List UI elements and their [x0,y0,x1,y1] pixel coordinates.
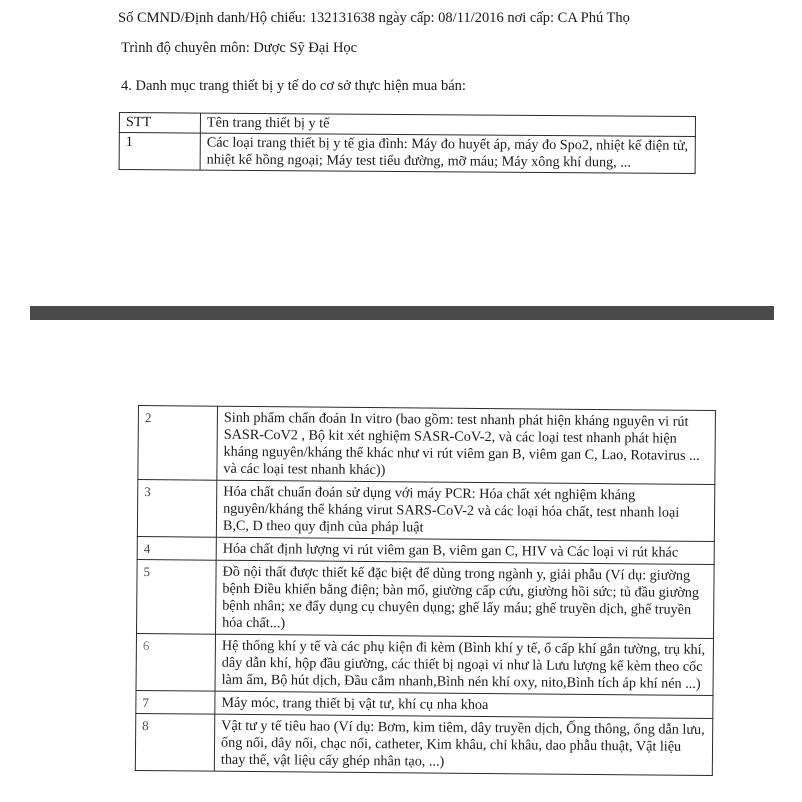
row-stt: 8 [135,713,214,771]
equipment-table-top [119,112,696,174]
row-equipment-name: Vật tư y tế tiêu hao (Ví dụ: Bơm, kim tiêm, dây truyền dịch, Ống thông, ống dẫn lưu, ống nối, dây nối, chạc nối, catheter, Kim khâu, chỉ khâu, dao phẫu thuật, Vật liệu thay thế, vật liệu cấy ghép nhân tạo, ...) [214,714,712,775]
page-divider [30,306,774,320]
row-stt: 3 [137,480,216,538]
table-row [119,133,695,174]
qualification-line: Trình độ chuyên môn: Dược Sỹ Đại Học [121,40,358,56]
row-equipment-name: Hóa chất chuẩn đoán sử dụng với máy PCR: Hóa chất xét nghiệm kháng nguyên/kháng thể kháng virut SARS-CoV-2 và các loại hóa chất, test nhanh loại B,C, D theo quy định của pháp luật [216,480,714,541]
row-stt: 5 [137,559,217,634]
row-stt: 6 [136,633,215,691]
row-equipment-name: Các loại trang thiết bị y tế gia đình: Máy đo huyết áp, máy đo Spo2, nhiệt kế điện tử, nhiệt kế hồng ngoại; Máy test tiểu đường, mỡ máu; Máy xông khí dung, ... [200,133,695,173]
id-info-line: Số CMND/Định danh/Hộ chiếu: 132131638 ngày cấp: 08/11/2016 nơi cấp: CA Phú Thọ [118,10,630,26]
row-stt: 1 [119,133,200,171]
table-row [138,406,716,485]
row-equipment-name: Máy móc, trang thiết bị vật tư, khí cụ nha khoa [215,691,713,718]
equipment-table-bottom [135,405,716,776]
row-stt: 2 [138,406,218,481]
section-heading: 4. Danh mục trang thiết bị y tế do cơ sở thực hiện mua bán: [121,78,466,94]
table-row [137,480,714,542]
row-equipment-name: Sinh phẩm chẩn đoán In vitro (bao gồm: test nhanh phát hiện kháng nguyên vi rút SASR-CoV2 , Bộ kit xét nghiệm SASR-CoV-2, và các loại test nhanh phát hiện kháng nguyên/kháng thể khác như vi rút viêm gan B, viêm gan C, Lao, Rotavirus ... và các loại test nhanh khác)) [217,406,716,484]
row-stt: 4 [137,536,216,560]
column-header-name: Tên trang thiết bị y tế [200,113,695,136]
table-row [136,633,713,695]
row-equipment-name: Hóa chất định lượng vi rút viêm gan B, viêm gan C, HIV và Các loại vi rút khác [216,537,714,564]
row-stt: 7 [136,690,215,714]
row-equipment-name: Đồ nội thất được thiết kế đặc biệt để dùng trong ngành y, giải phẫu (Ví dụ: giường bệnh Điều khiển bằng điện; bàn mổ, giường cấp cứu, giường hồi sức; tủ đầu giường bệnh nhân; xe đẩy dụng cụ chuyên dụng; ghế lấy máu; ghế truyền dịch, ghế truyền hóa chất...) [216,560,715,638]
row-equipment-name: Hệ thống khí y tế và các phụ kiện đi kèm (Bình khí y tế, ổ cấp khí gắn tường, trụ khí, dây dẫn khí, hộp đầu giường, các thiết bị ngoại vi như là Lưu lượng kế kèm theo cốc làm ẩm, Bộ hút dịch, Đầu cắm nhanh,Bình nén khí oxy, nito,Bình tích áp khí nén ...) [215,634,713,695]
document-page-top [0,0,802,306]
column-header-stt: STT [119,113,200,134]
table-row [135,713,712,775]
table-row [137,559,715,638]
